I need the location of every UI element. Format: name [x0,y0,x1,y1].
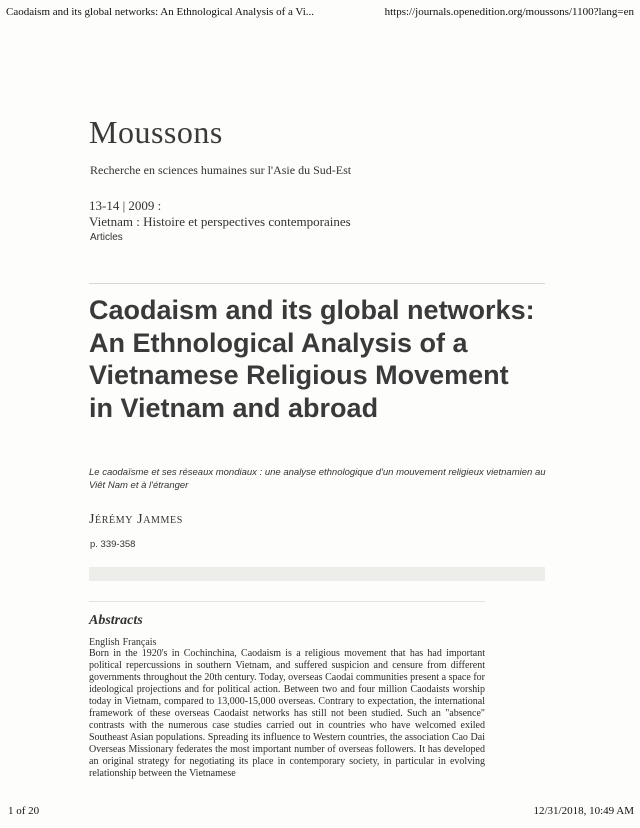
article-alt-title: Le caodaïsme et ses réseaux mondiaux : une analyse ethnologique d'un mouvement religieux vietnamien au Viêt Nam et à l'étranger [89,467,546,491]
issue-number: 13-14 | 2009 : [89,198,162,213]
journal-subtitle: Recherche en sciences humaines sur l'Asie du Sud-Est [90,163,352,177]
issue-section: Articles [90,232,123,243]
issue-theme: Vietnam : Histoire et perspectives contemporaines [89,214,351,229]
language-link-francais[interactable]: Français [122,637,157,648]
article-title: Caodaism and its global networks: An Ethnological Analysis of a Vietnamese Religious Movement in Vietnam and abroad [89,295,535,423]
page-range: p. 339-358 [90,539,136,550]
abstract-text: Born in the 1920's in Cochinchina, Caodaism is a religious movement that has had important political repercussions in southern Vietnam, and suffered suspicion and censure from different governments throughout the 20th century. Today, overseas Caodai communities present a space for ideological projections and for political action. Between two and four million Caodaists worship today in Vietnam, compared to 13,000-15,000 overseas. Contrary to expectation, the international framework of these overseas Caodaist networks has still not been studied. Such an "absence" contrasts with the numerous case studies carried out in countries who have welcomed exiled Southeast Asian populations. Spreading its influence to Western countries, the association Cao Dai Overseas Missionary federates the most important number of overseas followers. It has developed an original strategy for negotiating its place in contemporary society, in particular in evolving relationship between the Vietnamese [89,648,485,779]
language-link-english[interactable]: English [89,637,120,648]
author-name: Jérémy Jammes [89,512,183,527]
divider [89,283,545,284]
abstracts-heading: Abstracts [89,613,143,628]
print-header-url: https://journals.openedition.org/moussons/1100?lang=en [384,6,634,18]
print-footer-page: 1 of 20 [8,805,40,817]
print-header-title: Caodaism and its global networks: An Ethnological Analysis of a Vi... [6,6,315,18]
language-switcher [89,637,159,648]
journal-name: Moussons [89,114,223,150]
divider [89,601,485,602]
separator-band [89,567,545,581]
print-footer-timestamp: 12/31/2018, 10:49 AM [533,805,634,817]
